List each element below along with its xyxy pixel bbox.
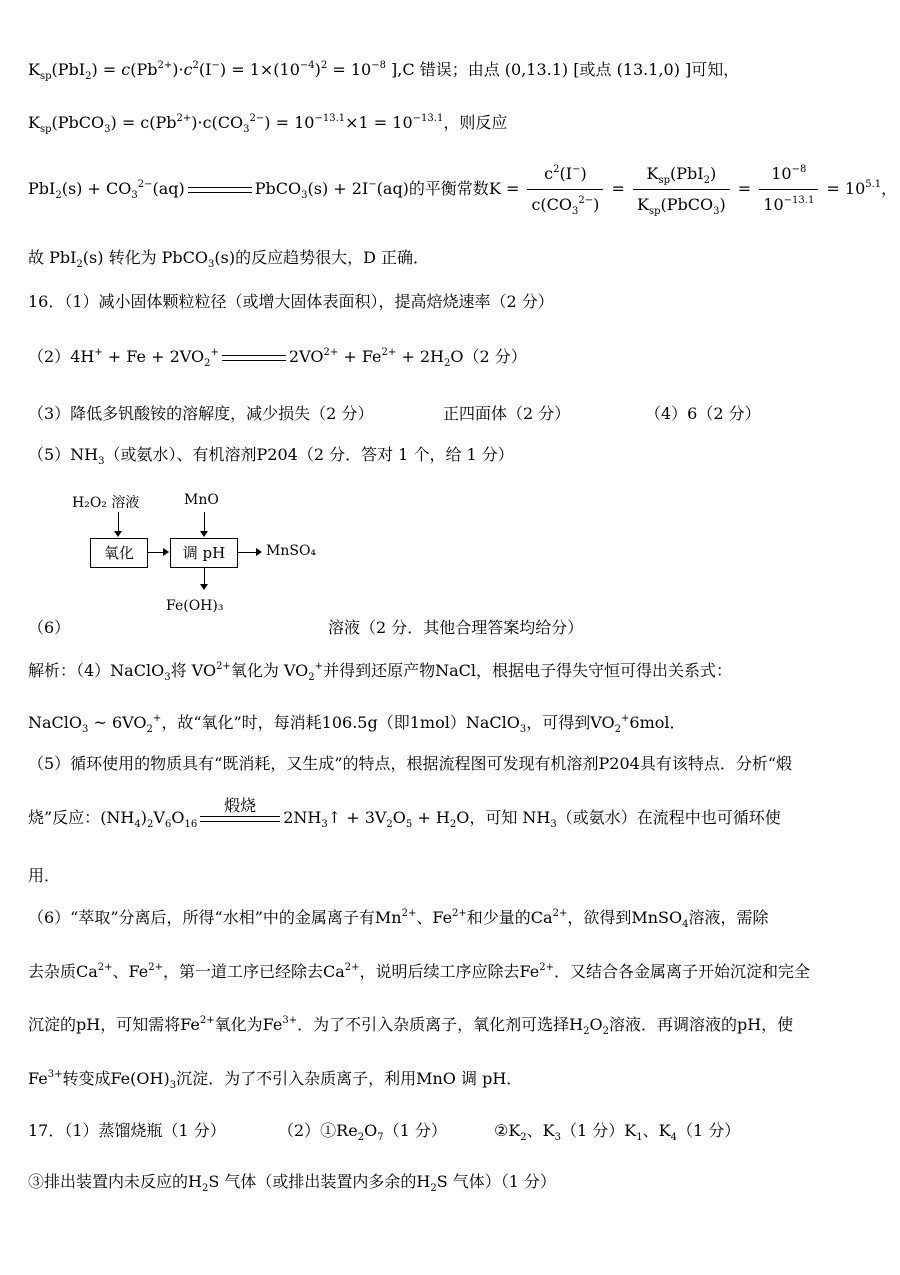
a6-t8: ．又结合各金属离子开始沉淀和完全 bbox=[554, 962, 811, 981]
q17-2-group: $(2)①Re_2O_7(1$ 分） bbox=[278, 1121, 447, 1143]
a6-t11: ．为了不引入杂质离子，氧化剂可选择H bbox=[297, 1015, 584, 1034]
analysis-5-line2: 烧”反应：$(NH_4)_2V_6O_{16}$ 煅烧 $2NH_3↑ + 3V_2O_5 + H_2O$，可知 $NH_3$（或氨水）在流程中也可循环使 bbox=[28, 795, 781, 830]
q16-2-score: （2 分） bbox=[463, 347, 527, 366]
calcine-label: 煅烧 bbox=[224, 795, 257, 815]
q17-1-text: 17．（1）蒸馏烧瓶（1 分） bbox=[28, 1121, 226, 1140]
k-fraction-3: $\frac{10^{-8}}{10^{-13.1}}$ bbox=[759, 162, 818, 217]
k-fraction-2: $\frac{K_{sp}(PbI_2)}{K_{sp}(PbCO_3)}$ bbox=[633, 162, 730, 217]
arrow-h2o2-line bbox=[118, 512, 119, 532]
arrow-mno-head bbox=[200, 531, 208, 537]
a6-t2: 和少量的Ca bbox=[466, 908, 553, 927]
a6-t1: （6）“萃取”分离后，所得“水相”中的金属离子有Mn bbox=[28, 908, 402, 927]
reagent-mno: MnO bbox=[184, 492, 219, 508]
analysis-6-line2: 去杂质$Ca^{2+}$、$Fe^{2+}$，第一道工序已经除去$Ca^{2+}$，说明后续工序应除去$Fe^{2+}$．又结合各金属离子开始沉淀和完全 bbox=[28, 962, 811, 981]
reaction-arrow bbox=[222, 355, 286, 361]
a4-t1: 解析：（4）NaClO bbox=[28, 661, 165, 680]
q16-5: $(5)NH_3$（或氨水）、有机溶剂P204（2 分．答对 1 个，给 1 分） bbox=[28, 445, 514, 467]
analysis-5-line1: （5）循环使用的物质具有“既消耗，又生成”的特点，根据流程图可发现有机溶剂P204具有该特点．分析“煅 bbox=[28, 754, 793, 773]
adjust-ph-box: 调 pH bbox=[170, 538, 238, 568]
q17-3-t1: ③排出装置内未反应的H bbox=[28, 1172, 202, 1191]
a6-t12: 溶液．再调溶液的pH，使 bbox=[608, 1015, 794, 1034]
q16-3-shape: 正四面体（2 分） bbox=[443, 404, 571, 423]
q16-6 bbox=[28, 616, 584, 640]
a6-t7: ，说明后续工序应除去Fe bbox=[359, 962, 540, 981]
analysis-5-line3: 用． bbox=[28, 866, 61, 885]
d-correct-line: 故 PbI$_2$(s) 转化为 PbCO$_3$(s)的反应趋势很大，D 正确． bbox=[28, 248, 430, 270]
a4-t3: 氧化为 VO bbox=[230, 661, 309, 680]
equilibrium-line: $PbI_2(s) + CO_3^{2-}(aq)$ PbCO$_3$(s) + 2I−(aq)的平衡常数K = $\frac{c^2(I^-)}{c(CO_3^{2-})}$ = $\frac{K_{sp}(PbI_2)}{K_{sp}(PbCO_3)}$ = $\frac{10^{-8}}{10^{-13.1}}$ = $10^{5.1}$， bbox=[28, 164, 898, 217]
arrow-product-head bbox=[256, 548, 262, 556]
q16-1: 16．（1）减小固体颗粒粒径（或增大固体表面积），提高焙烧速率（2 分） bbox=[28, 292, 554, 311]
arrow-precip-head bbox=[200, 584, 208, 590]
a5-t2: ，可知 NH bbox=[469, 808, 551, 827]
q17-2b-group: $②K_2$、$K_3(1$ 分）$K_1$、$K_4(1$ 分） bbox=[494, 1121, 741, 1143]
k-result: 10 bbox=[844, 179, 866, 198]
a6-t13: 转变成Fe(OH) bbox=[62, 1069, 170, 1088]
a4-t2: 将 VO bbox=[170, 661, 217, 680]
q16-2: $(2)4H^+ + Fe + 2VO_2^+$ $2VO^{2+} + Fe^{2+} + 2H_2O(2$ 分） bbox=[28, 347, 527, 369]
reagent-h2o2: H₂O₂ 溶液 bbox=[72, 495, 140, 511]
q16-4-text: （4）6（2 分） bbox=[645, 404, 761, 423]
q17-2-t2: O bbox=[364, 1121, 378, 1140]
arrow-product-line bbox=[237, 552, 257, 553]
q16-2-label: （2） bbox=[28, 347, 71, 366]
arrow-box-line bbox=[147, 552, 164, 553]
analysis-6-line3: 沉淀的pH，可知需将$Fe^{2+}$氧化为$Fe^{3+}$．为了不引入杂质离子，氧化剂可选择$H_2O_2$溶液．再调溶液的pH，使 bbox=[28, 1015, 794, 1037]
q16-3 bbox=[28, 402, 761, 426]
a6-t5: 去杂质Ca bbox=[28, 962, 98, 981]
k-label: 的平衡常数 bbox=[408, 179, 489, 198]
oxidation-box: 氧化 bbox=[90, 538, 148, 568]
arrow-box-head bbox=[163, 548, 169, 556]
c-wrong-text: ,C 错误；由点 (0,13.1) [或点 (13.1,0) ]可知， bbox=[397, 60, 740, 79]
arrow-precip-line bbox=[204, 567, 205, 585]
q16-3-text: （3）降低多钒酸铵的溶解度，减少损失（2 分） bbox=[28, 404, 374, 423]
ksp-pbi2-line: $K_{sp}(PbI_2) = c(Pb^{2+})\cdot c^2(I^-) = 1\times(10^{-4})^2 = 10^{-8}$ ],C 错误；由点 (0,13.1) [或点 (13.1,0) ]可知， bbox=[28, 60, 740, 82]
a6-t10: 氧化为Fe bbox=[214, 1015, 283, 1034]
reaction-intro: ，则反应 bbox=[443, 113, 508, 132]
arrow-h2o2-head bbox=[114, 531, 122, 537]
a4-t5: ，故“氧化”时，每消耗106.5g（即1mol）NaClO bbox=[161, 713, 520, 732]
analysis-6-line4: $Fe^{3+}$转变成$Fe(OH)_3$沉淀．为了不引入杂质离子，利用MnO 调 pH． bbox=[28, 1069, 523, 1091]
analysis-6-line1: （6）“萃取”分离后，所得“水相”中的金属离子有$Mn^{2+}$、$Fe^{2+}$和少量的$Ca^{2+}$，欲得到MnSO$_4$溶液，需除 bbox=[28, 908, 769, 930]
calcine-arrow bbox=[200, 795, 280, 822]
analysis-4-line1: 解析：（4）NaClO$_3$将 $VO^{2+}$氧化为 $VO_2^+$并得到还原产物NaCl，根据电子得失守恒可得出关系式： bbox=[28, 661, 732, 683]
q17-2-t4: ②K bbox=[494, 1121, 521, 1140]
ksp-symbol: K bbox=[28, 113, 40, 132]
a4-t6: ，可得到VO bbox=[526, 713, 615, 732]
analysis-4-line2: NaClO$_3$ ~ $6VO_2^+$，故“氧化”时，每消耗106.5g（即1mol）NaClO$_3$，可得到$VO_2^+6mol$． bbox=[28, 713, 686, 735]
precipitate-feoh3: Fe(OH)₃ bbox=[166, 598, 224, 614]
q17-line1 bbox=[28, 1119, 741, 1143]
q17-2-t5: （1 分）K bbox=[561, 1121, 637, 1140]
a5-t1: 烧”反应： bbox=[28, 808, 101, 827]
a6-t9: 沉淀的pH，可知需将Fe bbox=[28, 1015, 200, 1034]
product-mnso4: MnSO₄ bbox=[266, 543, 317, 559]
q16-6-label: （6） bbox=[28, 618, 71, 637]
q16-5-label: （5）NH bbox=[28, 445, 99, 464]
q17-3-t3: S 气体）（1 分） bbox=[436, 1172, 557, 1191]
equilibrium-arrow bbox=[188, 187, 252, 193]
q16-5-text: （或氨水）、有机溶剂P204（2 分．答对 1 个，给 1 分） bbox=[104, 445, 514, 464]
ksp-pbco3-line: $K_{sp}(PbCO_3) = c(Pb^{2+})\cdot c(CO_3^{2-}) = 10^{-13.1}\times 1 = 10^{-13.1}$，则反应 bbox=[28, 113, 508, 135]
q16-6-text: 溶液（2 分．其他合理答案均给分） bbox=[328, 618, 584, 637]
a6-t4: 溶液，需除 bbox=[688, 908, 769, 927]
a6-t6: ，第一道工序已经除去Ca bbox=[163, 962, 345, 981]
q17-3-t2: S 气体（或排出装置内多余的H bbox=[208, 1172, 431, 1191]
q17-2-t3: （1 分） bbox=[383, 1121, 447, 1140]
k-fraction-1: $\frac{c^2(I^-)}{c(CO_3^{2-})}$ bbox=[527, 162, 603, 217]
q17-line2: ③排出装置内未反应的$H_2S$ 气体（或排出装置内多余的$H_2S$ 气体）（1 分） bbox=[28, 1172, 557, 1194]
q17-2-t1: （2）①Re bbox=[278, 1121, 358, 1140]
a5-t3: （或氨水）在流程中也可循环使 bbox=[556, 808, 781, 827]
d-correct-text: 的反应趋势很大，D 正确． bbox=[235, 248, 430, 267]
a4-t7: 6mol． bbox=[629, 713, 686, 732]
q17-2-t6: （1 分） bbox=[676, 1121, 741, 1140]
a6-t14: 沉淀．为了不引入杂质离子，利用MnO 调 pH． bbox=[176, 1069, 523, 1088]
arrow-mno-line bbox=[204, 512, 205, 532]
a4-t4: 并得到还原产物NaCl，根据电子得失守恒可得出关系式： bbox=[323, 661, 732, 680]
a6-t3: ，欲得到MnSO bbox=[567, 908, 683, 927]
